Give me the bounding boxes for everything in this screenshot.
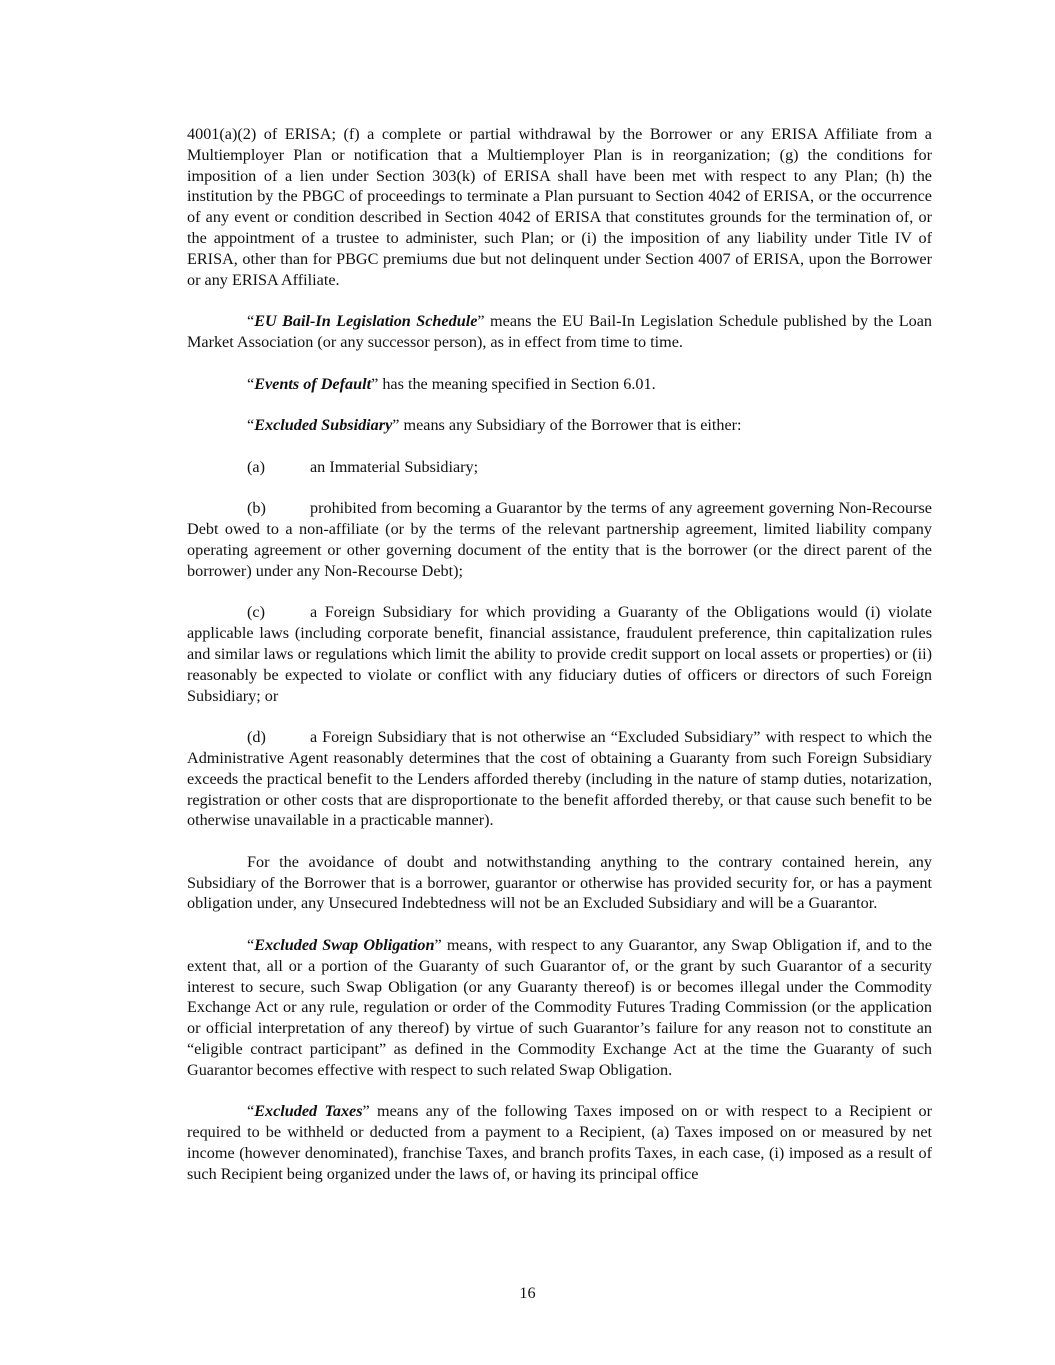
list-text: a Foreign Subsidiary for which providing a Guaranty of the Obligations would (i) violate applicable laws (including corporate benefit, financial assistance, fraudulent preference, thin capitalization rules and similar laws or regulations which limit the ability to provide credit support on local assets or properties) or (ii) reasonably be expected to violate or conflict with any fiduciary duties of officers or directors of such Foreign Subsidiary; or (187, 603, 932, 705)
open-quote: “ (247, 312, 255, 331)
defined-term: Events of Default (254, 374, 372, 393)
open-quote: “ (247, 374, 255, 393)
open-quote: “ (247, 936, 255, 955)
definition-excluded-swap-obligation (187, 935, 932, 1081)
list-item-d (187, 727, 932, 831)
page-number: 16 (519, 1284, 536, 1302)
defined-term: Excluded Swap Obligation (254, 936, 435, 955)
list-text: prohibited from becoming a Guarantor by the terms of any agreement governing Non-Recourse Debt owed to a non-affiliate (or by the terms of the relevant partnership agreement, limited liability company operating agreement or other governing document of the entity that is the borrower (or the direct parent of the borrower) under any Non-Recourse Debt); (187, 499, 932, 580)
list-label: (a) (247, 457, 265, 476)
list-label: (d) (247, 728, 266, 747)
list-label: (c) (247, 603, 265, 622)
list-text: an Immaterial Subsidiary; (310, 457, 479, 476)
list-item-b (187, 498, 932, 581)
list-label: (b) (247, 499, 266, 518)
defined-term: Excluded Subsidiary (254, 416, 393, 435)
definition-text: ” has the meaning specified in Section 6.01. (371, 374, 656, 393)
defined-term: EU Bail-In Legislation Schedule (254, 312, 478, 331)
document-body (187, 124, 932, 1205)
definition-text: ” means the EU Bail-In Legislation Schedule published by the Loan Market Association (or any successor person), as in effect from time to time. (187, 312, 932, 351)
definition-events-of-default (187, 374, 932, 395)
open-quote: “ (247, 1102, 255, 1121)
definition-excluded-subsidiary (187, 415, 932, 436)
definition-text: ” means any Subsidiary of the Borrower that is either: (392, 416, 742, 435)
definition-text: ” means, with respect to any Guarantor, any Swap Obligation if, and to the extent that, all or a portion of the Guaranty of such Guarantor of, or the grant by such Guarantor of a security interest to secure, such Swap Obligation (or any Guaranty thereof) is or becomes illegal under the Commodity Exchange Act or any rule, regulation or order of the Commodity Futures Trading Commission (or the application or official interpretation of any thereof) by virtue of such Guarantor’s failure for any reason not to constitute an “eligible contract participant” as defined in the Commodity Exchange Act at the time the Guaranty of such Guarantor becomes effective with respect to such related Swap Obligation. (187, 936, 932, 1079)
paragraph-erisa-events: 4001(a)(2) of ERISA; (f) a complete or partial withdrawal by the Borrower or any ERISA Affiliate from a Multiemployer Plan or notification that a Multiemployer Plan is in reorganization; (g) the conditions for imposition of a lien under Section 303(k) of ERISA shall have been met with respect to any Plan; (h) the institution by the PBGC of proceedings to terminate a Plan pursuant to Section 4042 of ERISA, or the occurrence of any event or condition described in Section 4042 of ERISA that constitutes grounds for the termination of, or the appointment of a trustee to administer, such Plan; or (i) the imposition of any liability under Title IV of ERISA, other than for PBGC premiums due but not delinquent under Section 4007 of ERISA, upon the Borrower or any ERISA Affiliate. (187, 125, 932, 289)
list-item-a (187, 457, 932, 478)
definition-excluded-taxes (187, 1101, 932, 1184)
defined-term: Excluded Taxes (254, 1102, 363, 1121)
list-text: a Foreign Subsidiary that is not otherwise an “Excluded Subsidiary” with respect to which the Administrative Agent reasonably determines that the cost of obtaining a Guaranty from such Foreign Subsidiary exceeds the practical benefit to the Lenders afforded thereby (including in the nature of stamp duties, notarization, registration or other costs that are disproportionate to the benefit afforded thereby, or that cause such benefit to be otherwise unavailable in a practicable manner). (187, 728, 932, 830)
open-quote: “ (247, 416, 255, 435)
definition-eu-bail-in-legislation-schedule (187, 311, 932, 353)
paragraph-avoidance-of-doubt: For the avoidance of doubt and notwithstanding anything to the contrary contained herein, any Subsidiary of the Borrower that is a borrower, guarantor or otherwise has provided security for, or has a payment obligation under, any Unsecured Indebtedness will not be an Excluded Subsidiary and will be a Guarantor. (187, 852, 932, 913)
definition-text: ” means any of the following Taxes imposed on or with respect to a Recipient or required to be withheld or deducted from a payment to a Recipient, (a) Taxes imposed on or measured by net income (however denominated), franchise Taxes, and branch profits Taxes, in each case, (i) imposed as a result of such Recipient being organized under the laws of, or having its principal office (187, 1102, 932, 1183)
list-item-c (187, 602, 932, 706)
